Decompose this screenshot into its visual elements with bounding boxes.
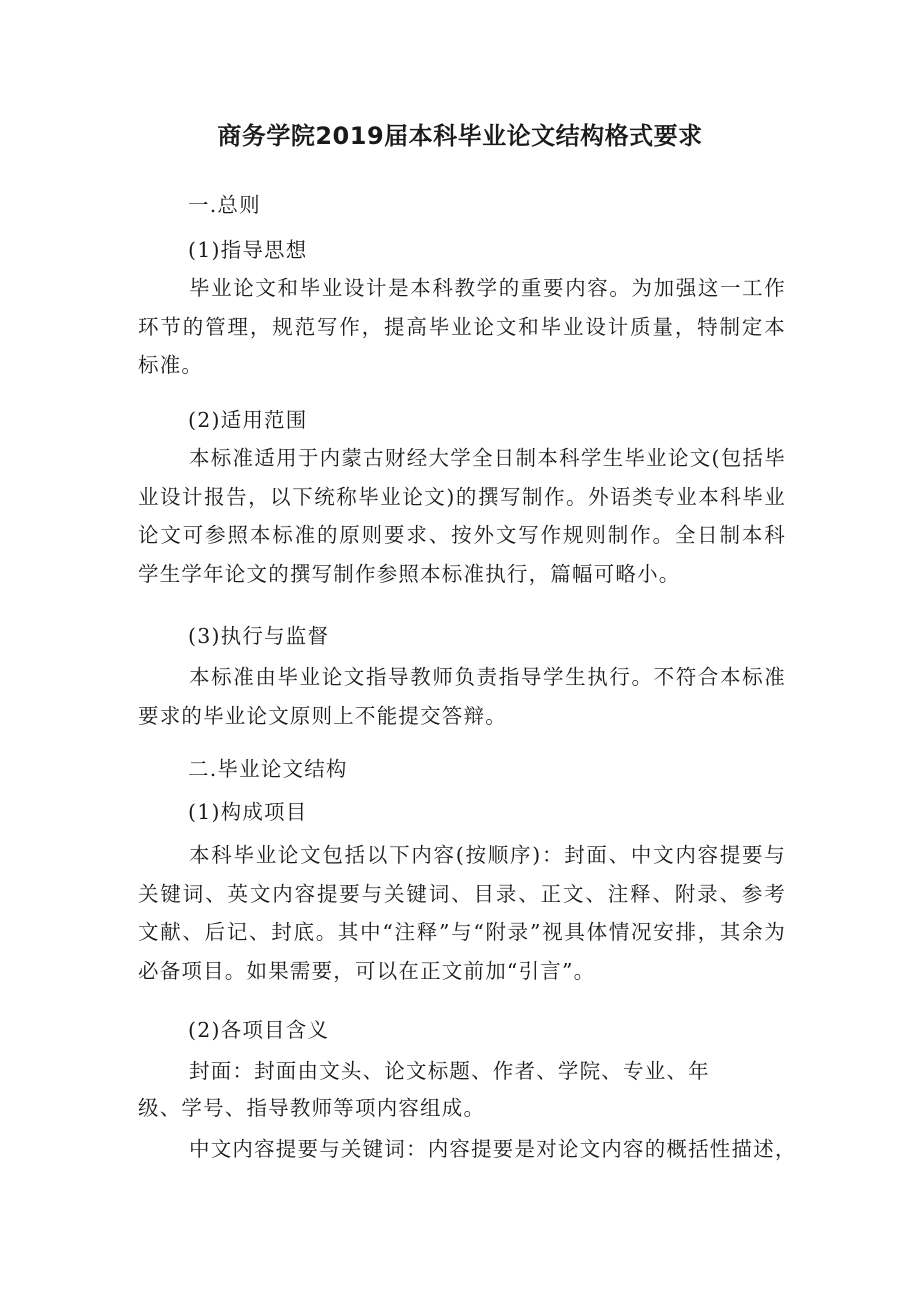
paragraph-guiding-principle: 毕业论文和毕业设计是本科教学的重要内容。为加强这一工作环节的管理，规范写作，提高毕业论文和毕业设计质量，特制定本标准。 (138, 276, 786, 377)
paragraph-components: 本科毕业论文包括以下内容(按顺序)：封面、中文内容提要与关键词、英文内容提要与关键词、目录、正文、注释、附录、参考文献、后记、封底。其中“注释”与“附录”视具体情况安排，其余为必备项目。如果需要，可以在正文前加“引言”。 (138, 843, 786, 983)
subheading-guiding-principle: (1)指导思想 (188, 238, 308, 262)
document-title: 商务学院2019届本科毕业论文结构格式要求 (217, 122, 703, 150)
section-heading-structure: 二.毕业论文结构 (188, 757, 348, 781)
paragraph-execution: 本标准由毕业论文指导教师负责指导学生执行。不符合本标准要求的毕业论文原则上不能提交答辩。 (138, 665, 786, 728)
subheading-execution: (3)执行与监督 (188, 624, 330, 648)
paragraph-chinese-abstract: 中文内容提要与关键词：内容提要是对论文内容的概括性描述， (189, 1137, 797, 1161)
subheading-scope: (2)适用范围 (188, 408, 308, 432)
subheading-item-meanings: (2)各项目含义 (188, 1018, 330, 1042)
section-heading-general: 一.总则 (188, 193, 261, 217)
subheading-components: (1)构成项目 (188, 800, 308, 824)
paragraph-scope: 本标准适用于内蒙古财经大学全日制本科学生毕业论文(包括毕业设计报告，以下统称毕业论文)的撰写制作。外语类专业本科毕业论文可参照本标准的原则要求、按外文写作规则制作。全日制本科学生学年论文的撰写制作参照本标准执行，篇幅可略小。 (138, 446, 786, 586)
paragraph-cover-line1: 封面：封面由文头、论文标题、作者、学院、专业、年 (189, 1059, 710, 1083)
paragraph-cover-line2: 级、学号、指导教师等项内容组成。 (138, 1096, 486, 1120)
